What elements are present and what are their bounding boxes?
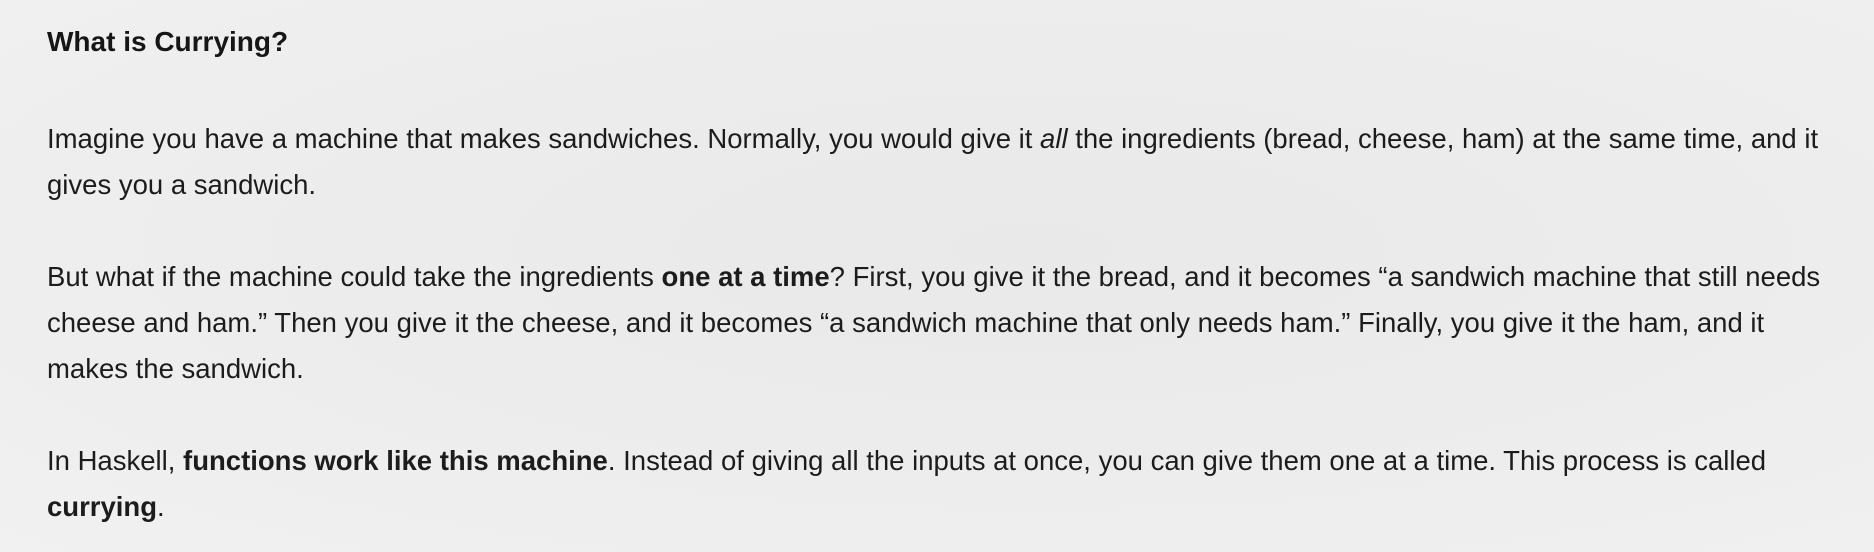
p1-text-end: the ingredients (bread, cheese, ham) at the same time, and it gives you a sandwich. xyxy=(47,123,1819,200)
p1-emphasis-all: all xyxy=(1040,123,1068,154)
article xyxy=(47,20,1847,530)
paragraph-sandwich-intro xyxy=(47,116,1847,208)
p3-text-middle: . Instead of giving all the inputs at once, you can give them one at a time. This process is called xyxy=(607,445,1767,476)
p1-text-start: Imagine you have a machine that makes sandwiches. Normally, you would give it xyxy=(47,123,1041,154)
paragraph-one-at-a-time xyxy=(47,254,1847,392)
p2-bold-one-at-a-time: one at a time xyxy=(661,261,830,292)
p2-text-end: ? First, you give it the bread, and it becomes “a sandwich machine that still needs cheese and ham.” Then you give it the cheese, and it becomes “a sandwich machine that only needs ham.” Finally, you give it the ham, and it makes the sandwich. xyxy=(47,261,1821,384)
paragraph-haskell-currying xyxy=(47,438,1847,530)
section-heading: What is Currying? xyxy=(47,26,289,57)
p3-bold-currying: currying xyxy=(47,491,158,522)
p3-bold-functions: functions work like this machine xyxy=(183,445,608,476)
p2-text-start: But what if the machine could take the ingredients xyxy=(47,261,662,292)
p3-text-start: In Haskell, xyxy=(47,445,184,476)
p3-text-end: . xyxy=(157,491,165,522)
